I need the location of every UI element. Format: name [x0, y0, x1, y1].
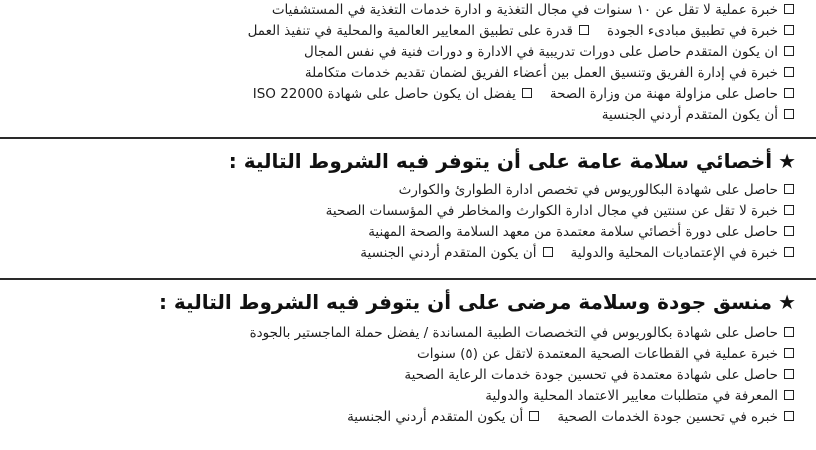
list-item: حاصل على شهادة البكالوريوس في تخصص ادارة الطوارئ والكوارث	[399, 180, 794, 200]
list-item: حاصل على شهادة معتمدة في تحسين جودة خدمات الرعاية الصحية	[404, 365, 794, 385]
section-heading: ★أخصائي سلامة عامة على أن يتوفر فيه الشروط التالية :	[228, 149, 796, 173]
section-divider	[0, 137, 816, 139]
checkbox-square-icon	[784, 109, 794, 119]
checkbox-square-icon	[784, 67, 794, 77]
checkbox-square-icon	[784, 369, 794, 379]
checkbox-square-icon	[784, 184, 794, 194]
star-bullet-icon: ★	[778, 290, 796, 314]
list-item: حاصل على مزاولة مهنة من وزارة الصحةيفضل ان يكون حاصل على شهادة ISO 22000	[253, 84, 794, 104]
list-item: خبرة عملية لا تقل عن ١٠ سنوات في مجال التغذية و ادارة خدمات التغذية في المستشفيات	[272, 0, 794, 20]
list-item: خبرة في إدارة الفريق وتنسيق العمل بين أعضاء الفريق لضمان تقديم خدمات متكاملة	[305, 63, 794, 83]
checkbox-square-icon	[784, 46, 794, 56]
list-item: ان يكون المتقدم حاصل على دورات تدريبية في الادارة و دورات فنية في نفس المجال	[304, 42, 794, 62]
checkbox-square-icon	[784, 411, 794, 421]
checkbox-square-icon	[784, 25, 794, 35]
list-item: أن يكون المتقدم أردني الجنسية	[602, 105, 794, 125]
list-item: حاصل على دورة أخصائي سلامة معتمدة من معهد السلامة والصحة المهنية	[368, 222, 794, 242]
list-item: خبره في تحسين جودة الخدمات الصحيةأن يكون المتقدم أردني الجنسية	[347, 407, 794, 427]
checkbox-square-icon	[784, 205, 794, 215]
list-item: حاصل على شهادة بكالوريوس في التخصصات الطبية المساندة / يفضل حملة الماجستير بالجودة	[250, 323, 794, 343]
checkbox-square-icon	[784, 247, 794, 257]
list-item: خبرة عملية في القطاعات الصحية المعتمدة لاتقل عن (٥) سنوات	[417, 344, 794, 364]
checkbox-square-icon	[522, 88, 532, 98]
checkbox-square-icon	[784, 4, 794, 14]
checkbox-square-icon	[784, 88, 794, 98]
checkbox-square-icon	[543, 247, 553, 257]
checkbox-square-icon	[529, 411, 539, 421]
star-bullet-icon: ★	[778, 149, 796, 173]
list-item: خبرة في تطبيق مبادىء الجودةقدرة على تطبيق المعايير العالمية والمحلية في تنفيذ العمل	[248, 21, 794, 41]
checkbox-square-icon	[784, 226, 794, 236]
list-item: المعرفة في متطلبات معايير الاعتماد المحلية والدولية	[485, 386, 794, 406]
checkbox-square-icon	[784, 390, 794, 400]
section-divider	[0, 278, 816, 280]
list-item: خبرة في الإعتماديات المحلية والدوليةأن يكون المتقدم أردني الجنسية	[360, 243, 794, 263]
checkbox-square-icon	[784, 327, 794, 337]
checkbox-square-icon	[784, 348, 794, 358]
section-heading: ★منسق جودة وسلامة مرضى على أن يتوفر فيه الشروط التالية :	[158, 290, 796, 314]
list-item: خبرة لا تقل عن سنتين في مجال ادارة الكوارث والمخاطر في المؤسسات الصحية	[326, 201, 794, 221]
checkbox-square-icon	[579, 25, 589, 35]
